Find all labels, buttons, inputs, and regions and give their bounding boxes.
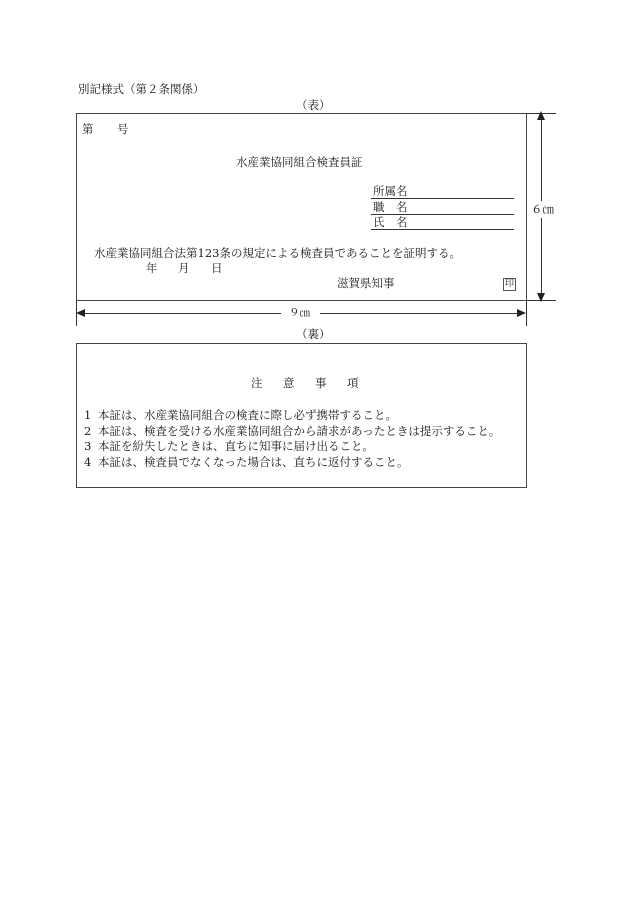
notice-item-3-num: 3 bbox=[84, 439, 92, 453]
certification-text: 水産業協同組合法第123条の規定による検査員であることを証明する。 bbox=[94, 246, 461, 260]
card-title: 水産業協同組合検査員証 bbox=[236, 155, 363, 169]
field-position-label: 職 名 bbox=[373, 200, 408, 214]
arrow-right-icon bbox=[517, 309, 526, 317]
notice-item-1-text: 本証は、水産業協同組合の検査に際し必ず携帯すること。 bbox=[98, 408, 397, 422]
notice-item-1-num: 1 bbox=[84, 408, 92, 422]
issuer: 滋賀県知事 bbox=[337, 276, 395, 290]
field-name-label: 氏 名 bbox=[373, 215, 408, 229]
notice-item-2-text: 本証は、検査を受ける水産業協同組合から請求があったときは提示すること。 bbox=[98, 424, 501, 438]
arrow-down-icon bbox=[537, 293, 545, 302]
date-month: 月 bbox=[178, 261, 190, 275]
field-affiliation-label: 所属名 bbox=[373, 184, 408, 198]
notice-title-char-2: 意 bbox=[283, 376, 295, 390]
notice-item-4-text: 本証は、検査員でなくなった場合は、直ちに返付すること。 bbox=[98, 455, 409, 469]
back-label: （裏） bbox=[296, 327, 331, 341]
seal-mark: 印 bbox=[505, 279, 515, 289]
date-year: 年 bbox=[146, 261, 158, 275]
notice-item-4-num: 4 bbox=[84, 455, 92, 469]
notice-item-2-num: 2 bbox=[84, 424, 92, 438]
height-dimension-label: ６㎝ bbox=[531, 202, 554, 216]
width-dimension-label: ９㎝ bbox=[289, 307, 310, 319]
front-label: （表） bbox=[296, 98, 331, 112]
notice-title-char-1: 注 bbox=[251, 376, 263, 390]
number-suffix: 号 bbox=[117, 122, 129, 136]
notice-title-char-3: 事 bbox=[315, 376, 327, 390]
notice-title-char-4: 項 bbox=[347, 376, 359, 390]
number-prefix: 第 bbox=[82, 122, 94, 136]
date-day: 日 bbox=[211, 261, 223, 275]
arrow-up-icon bbox=[537, 111, 545, 120]
arrow-left-icon bbox=[76, 309, 85, 317]
form-header: 別記様式（第２条関係） bbox=[78, 82, 205, 96]
notice-item-3-text: 本証を紛失したときは、直ちに知事に届け出ること。 bbox=[98, 439, 374, 453]
